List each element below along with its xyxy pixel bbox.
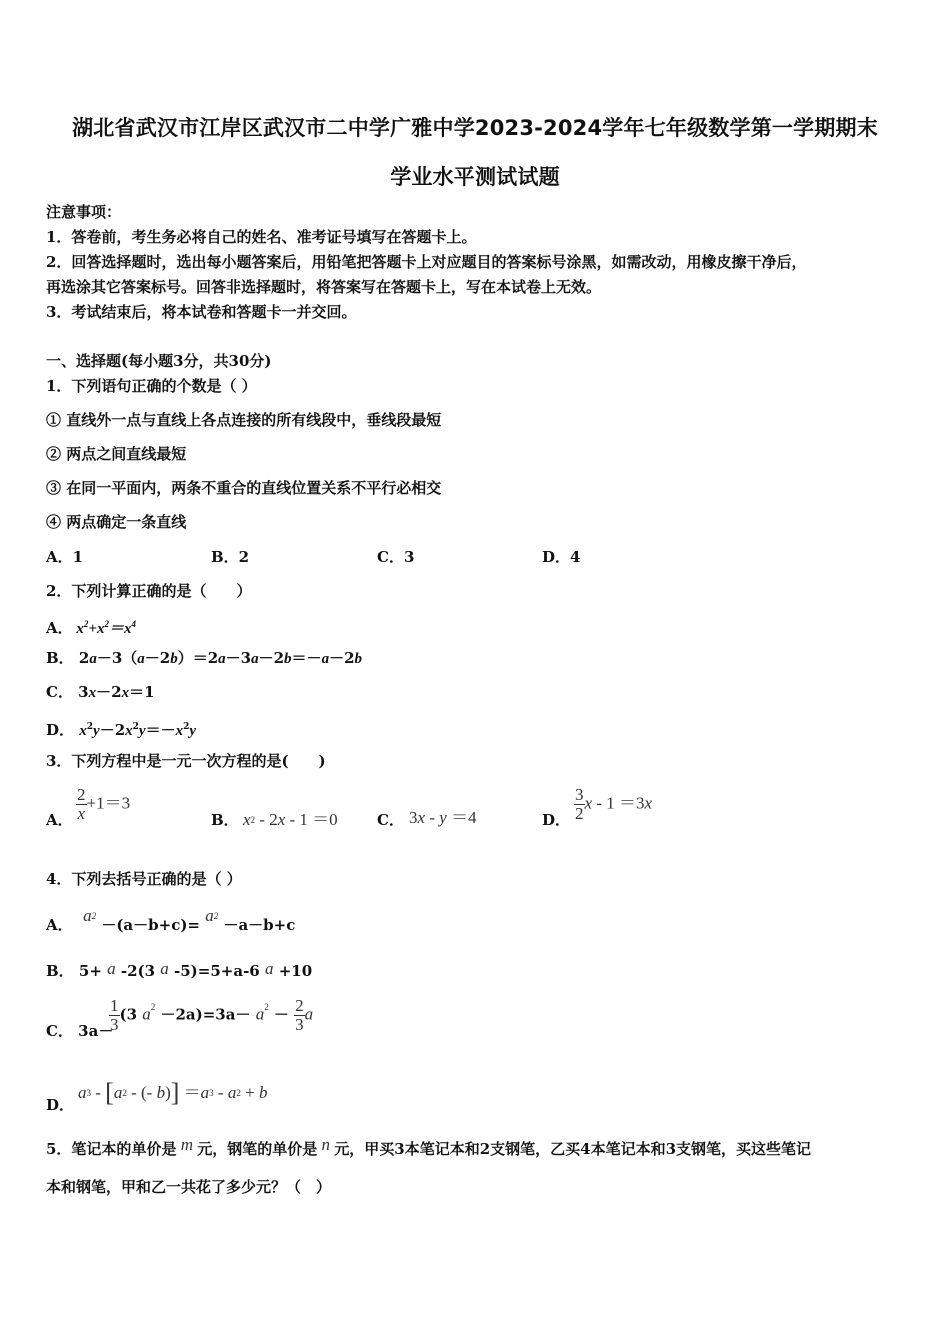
question-4-option-b: B． 5+ a -2(3 a -5)=5+a-6 a +10 bbox=[46, 959, 313, 980]
question-4-option-d-label: D． bbox=[46, 1096, 75, 1114]
option-b-expression: 2a－3（a－2b）＝2a－3a－2b＝－a－2b bbox=[73, 649, 362, 667]
option-label: C． bbox=[46, 1022, 73, 1040]
question-4-option-c-expression: $\frac{1}{3}$ (3 $a^2 -2a)=3a- a^2$ － $\frac{2}{3}$ a bbox=[110, 996, 314, 1034]
question-5-line-1: 5．笔记本的单价是 m 元，钢笔的单价是 n 元，甲买3本笔记本和2支钢笔，乙买4本笔记本和3支钢笔，买这些笔记 bbox=[46, 1135, 812, 1158]
question-1-statement-3: ③ 在同一平面内，两条不重合的直线位置关系不平行必相交 bbox=[46, 479, 442, 497]
question-4-option-a: A． $a^2 -(a-b+c)= a^2 -a-b+c$ bbox=[46, 906, 296, 934]
question-3-option-b-label: B． bbox=[211, 811, 239, 829]
question-4-option-c-label: C． 3a－ bbox=[46, 1022, 114, 1040]
question-3-option-b-expression: $x^2 - 2x - 1 =0$ bbox=[243, 810, 338, 829]
option-d-expression: $x^2y-2x^2y=-x^2y$ bbox=[79, 721, 197, 739]
exam-title-line2: 学业水平测试试题 bbox=[390, 165, 560, 189]
question-1-option-b: B．2 bbox=[211, 548, 250, 566]
question-2-option-d bbox=[46, 717, 196, 741]
question-3-option-c-expression: 3x - y ＝4 bbox=[409, 808, 477, 827]
option-label: A． bbox=[46, 916, 73, 934]
section-heading: 一、选择题(每小题3分，共30分) bbox=[46, 352, 272, 370]
question-5-line-2: 本和钢笔，甲和乙一共花了多少元？（ ） bbox=[46, 1178, 332, 1196]
notice-item-2b: 再选涂其它答案标号。回答非选择题时，将答案写在答题卡上，写在本试卷上无效。 bbox=[46, 278, 602, 296]
question-2-option-c bbox=[46, 682, 155, 703]
notice-item-2a: 2．回答选择题时，选出每小题答案后，用铅笔把答题卡上对应题目的答案标号涂黑，如需改动，用橡皮擦干净后， bbox=[46, 253, 807, 271]
option-label: C． bbox=[46, 683, 73, 701]
question-3-option-d-label: D． bbox=[542, 811, 571, 829]
question-1-option-d: D．4 bbox=[542, 548, 581, 566]
notice-item-3: 3．考试结束后，将本试卷和答题卡一并交回。 bbox=[46, 303, 357, 321]
question-3-option-d-expression: $\frac{3}{2}$ x - 1 ＝3x bbox=[575, 785, 653, 823]
question-1-option-c: C．3 bbox=[377, 548, 415, 566]
option-label: B． bbox=[46, 649, 74, 667]
notice-heading: 注意事项： bbox=[46, 203, 122, 221]
question-1-option-a: A．1 bbox=[46, 548, 84, 566]
question-3-option-a-label: A． bbox=[46, 811, 73, 829]
question-3-option-c-label: C． bbox=[377, 811, 404, 829]
question-2-option-a bbox=[46, 614, 136, 639]
option-label: D． bbox=[46, 721, 75, 739]
option-a-expression: $x^2+x^2=x^4$ bbox=[72, 619, 136, 637]
option-c-expression: 3x－2x＝1 bbox=[72, 683, 155, 701]
question-4-stem: 4．下列去括号正确的是（ ） bbox=[46, 870, 242, 888]
question-3-stem: 3．下列方程中是一元一次方程的是( ) bbox=[46, 752, 326, 770]
question-2-stem: 2．下列计算正确的是（ ） bbox=[46, 582, 252, 600]
question-3-option-a-expression: $\frac{2}{x}$ +1＝3 bbox=[77, 785, 131, 823]
exam-title-line1: 湖北省武汉市江岸区武汉市二中学广雅中学2023-2024学年七年级数学第一学期期末 bbox=[72, 116, 878, 140]
question-1-statement-2: ② 两点之间直线最短 bbox=[46, 445, 187, 463]
question-4-option-d-expression: $a^3 - [a^2$ - (- $b)] =a^3 - a^2 + b$ bbox=[78, 1078, 268, 1107]
question-1-statement-1: ① 直线外一点与直线上各点连接的所有线段中，垂线段最短 bbox=[46, 411, 442, 429]
option-label: B． bbox=[46, 962, 74, 980]
question-1-statement-4: ④ 两点确定一条直线 bbox=[46, 513, 187, 531]
question-1-stem: 1．下列语句正确的个数是（ ） bbox=[46, 377, 257, 395]
notice-item-1: 1．答卷前，考生务必将自己的姓名、准考证号填写在答题卡上。 bbox=[46, 228, 477, 246]
question-2-option-b bbox=[46, 648, 362, 669]
option-label: A． bbox=[46, 619, 73, 637]
